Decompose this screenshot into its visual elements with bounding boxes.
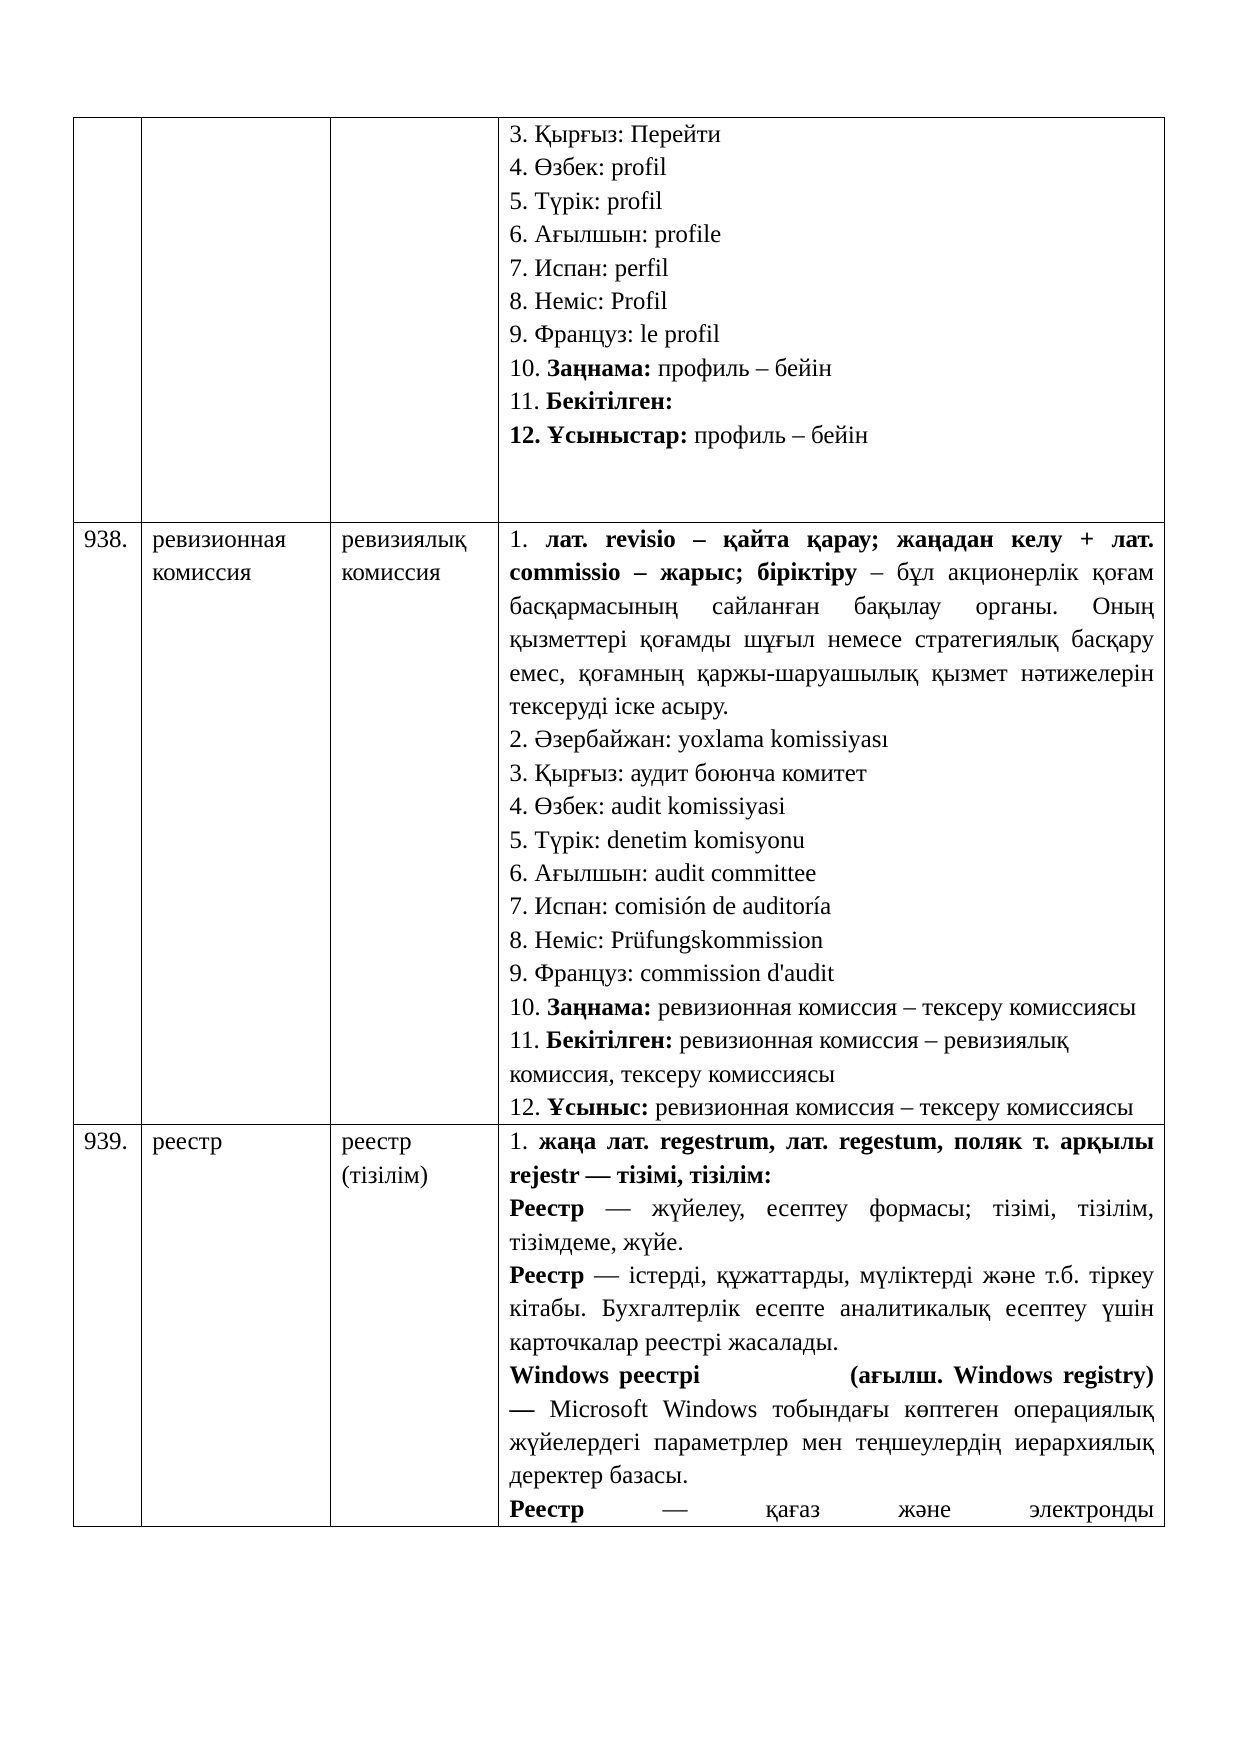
russian-term-cell: ревизионная комиссия <box>142 523 331 1125</box>
translation-line: 9. Француз: le profil <box>509 321 720 349</box>
translation-line: 6. Ағылшын: profile <box>509 221 722 249</box>
definition-text: — қағаз және электронды <box>584 1495 1154 1523</box>
term-label: (ағылш. Windows registry) — <box>509 1362 1154 1423</box>
translation-line: 9. Француз: commission d'audit <box>509 960 835 988</box>
proposal-text: ревизионная комиссия – тексеру комиссиясы <box>648 1093 1134 1121</box>
translation-line: 3. Қырғыз: аудит боюнча комитет <box>509 759 867 787</box>
definition-text: — істерді, құжаттарды, мүліктерді және т.б. тіркеу кітабы. Бухгалтерлік есепте аналитикалық есептеу үшін карточкалар реестрі жасалады. <box>509 1261 1154 1356</box>
legislation-label: Заңнама: <box>546 354 652 382</box>
legislation-text: ревизионная комиссия – тексеру комиссиясы <box>651 993 1137 1021</box>
translation-line: 2. Әзербайжан: yoxlama komissiyası <box>509 726 889 754</box>
item-number: 1. <box>509 526 546 553</box>
proposal-text: профиль – бейін <box>687 421 869 449</box>
kazakh-term-cell: ревизиялық комиссия <box>331 523 499 1125</box>
translation-line: 4. Өзбек: audit komissiyasi <box>509 793 786 821</box>
legislation-text: профиль – бейін <box>651 354 832 382</box>
translation-line: 7. Испан: comisión de auditoría <box>509 893 832 921</box>
translation-line: 5. Түрік: denetim komisyonu <box>509 826 805 854</box>
etymology-paragraph <box>509 523 1154 723</box>
table-row <box>74 523 1165 1125</box>
translation-line: 4. Өзбек: profil <box>509 154 667 182</box>
entry-number-cell: 938. <box>74 523 142 1125</box>
proposal-line <box>509 419 1154 452</box>
definition-text: – бұл акционерлік қоғам басқармасының сайланған бақылау органы. Оның қызметтері қоғамды шұғыл немесе стратегиялық басқару емес, қоғамның қаржы-шаруашылық қызмет нәтижелерін тексеруді іске асыру. <box>509 559 1154 721</box>
proposal-line <box>509 1091 1154 1124</box>
approved-line <box>509 385 1154 418</box>
proposal-label: 12. Ұсыныстар: <box>509 421 688 449</box>
translation-line: 8. Неміс: Prüfungskommission <box>509 926 824 954</box>
description-cell <box>499 1125 1165 1527</box>
term-label: Реестр <box>509 1495 585 1523</box>
definition-paragraph <box>509 1259 1154 1359</box>
kazakh-term-cell <box>331 118 499 523</box>
translation-line: 5. Түрік: profil <box>509 187 663 215</box>
translation-line: 3. Қырғыз: Перейти <box>509 121 721 148</box>
description-cell <box>499 118 1165 523</box>
approved-label: Бекітілген: <box>545 388 674 416</box>
item-number: 1. <box>509 1128 539 1156</box>
kazakh-term-cell: реестр (тізілім) <box>331 1125 499 1527</box>
definition-paragraph <box>509 1493 1154 1526</box>
windows-registry-paragraph <box>509 1359 1154 1493</box>
etymology-paragraph <box>509 1125 1154 1192</box>
item-number: 11. <box>509 1027 546 1055</box>
legislation-line <box>509 991 1154 1024</box>
etymology-bold: лат. revisio – қайта қарау; жаңадан келу + лат. commissio – жарыс; біріктіру <box>509 526 1154 587</box>
definition-text: — жүйелеу, есептеу формасы; тізімі, тізілім, тізімдеме, жүйе. <box>509 1195 1154 1256</box>
etymology-bold: жаңа лат. regestrum, лат. regestum, поляк т. арқылы rejestr — тізімі, тізілім: <box>509 1128 1154 1189</box>
item-number: 11. <box>509 388 546 416</box>
item-number: 12. <box>509 1093 547 1121</box>
proposal-label: Ұсыныс: <box>546 1093 649 1121</box>
term-label: Реестр <box>509 1261 585 1289</box>
term-label: Реестр <box>509 1195 585 1223</box>
description-cell <box>499 523 1165 1125</box>
entry-number-cell <box>74 118 142 523</box>
translation-line: 6. Ағылшын: audit committee <box>509 860 817 888</box>
approved-line <box>509 1024 1154 1091</box>
glossary-table <box>73 117 1165 1527</box>
russian-term-cell <box>142 118 331 523</box>
translation-line: 7. Испан: perfil <box>509 254 669 282</box>
russian-term-cell: реестр <box>142 1125 331 1527</box>
term-label: Windows реестрі <box>509 1362 700 1390</box>
legislation-line <box>509 352 1154 385</box>
table-row <box>74 1125 1165 1527</box>
item-number: 10. <box>509 993 547 1021</box>
table-row <box>74 118 1165 523</box>
translation-line: 8. Неміс: Profil <box>509 288 668 316</box>
approved-text: ревизионная комиссия – ревизиялық комиссия, тексеру комиссиясы <box>509 1027 1069 1088</box>
item-number: 10. <box>509 354 547 382</box>
entry-number-cell: 939. <box>74 1125 142 1527</box>
legislation-label: Заңнама: <box>546 993 652 1021</box>
definition-paragraph <box>509 1192 1154 1259</box>
definition-text: Microsoft Windows тобындағы көптеген операциялық жүйелердегі параметрлер мен теңшеулердің иерархиялық деректер базасы. <box>509 1395 1154 1490</box>
approved-label: Бекітілген: <box>545 1027 674 1055</box>
